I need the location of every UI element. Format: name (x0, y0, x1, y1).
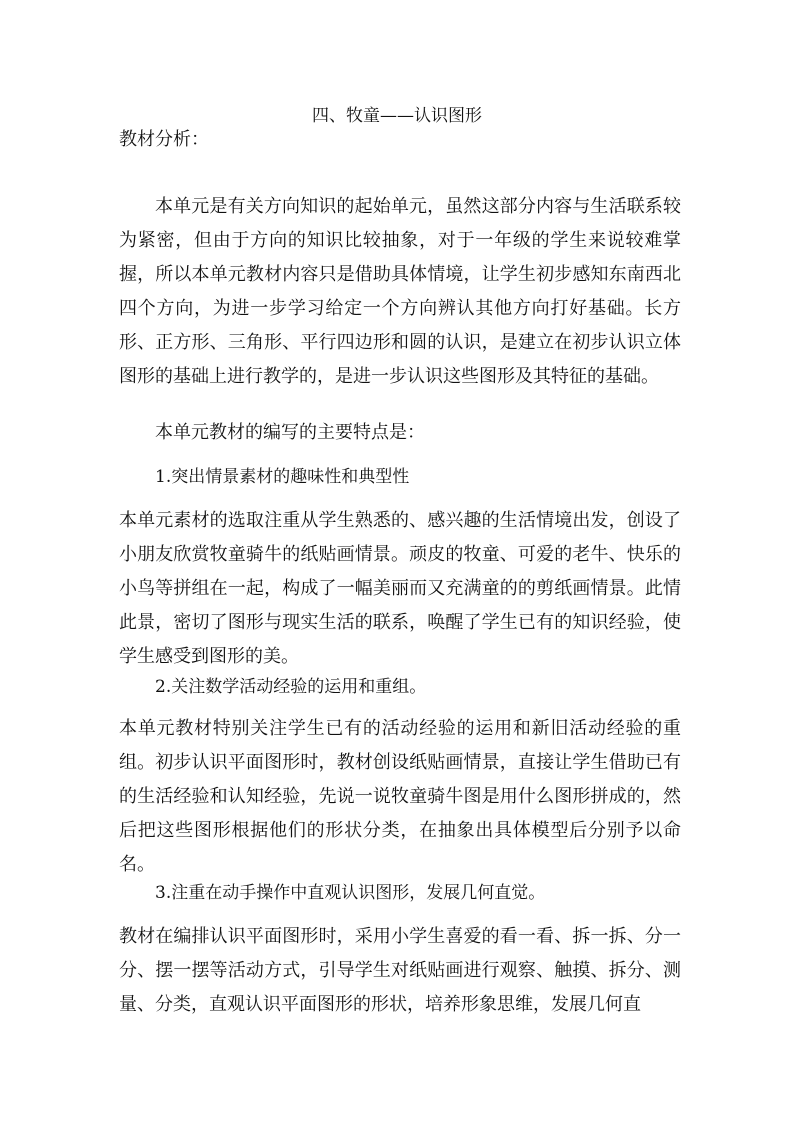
point3-body: 教材在编排认识平面图形时，采用小学生喜爱的看一看、拆一拆、分一分、摆一摆等活动方式，引导学生对纸贴画进行观察、触摸、拆分、测量、分类，直观认识平面图形的形状，培养形象思维，发展几何直 (119, 926, 681, 1015)
point3-title: 3.注重在动手操作中直观认识图形，发展几何直觉。 (155, 883, 546, 903)
point2-title: 2.关注数学活动经验的运用和重组。 (155, 677, 427, 697)
point2-body: 本单元教材特别关注学生已有的活动经验的运用和新旧活动经验的重组。初步认识平面图形时，教材创设纸贴画情景，直接让学生借助已有的生活经验和认知经验，先说一说牧童骑牛图是用什么图形拼成的，然后把这些图形根据他们的形状分类，在抽象出具体模型后分别予以命名。 (119, 718, 681, 875)
document-title: 四、牧童——认识图形 (312, 106, 482, 126)
paragraph-features-intro: 本单元教材的编写的主要特点是： (155, 422, 425, 443)
point1-title: 1.突出情景素材的趣味性和典型性 (155, 467, 410, 487)
paragraph-intro: 本单元是有关方向知识的起始单元，虽然这部分内容与生活联系较为紧密，但由于方向的知识比较抽象，对于一年级的学生来说较难掌握，所以本单元教材内容只是借助具体情境，让学生初步感知东南西北四个方向，为进一步学习给定一个方向辨认其他方向打好基础。长方形、正方形、三角形、平行四边形和圆的认识，是建立在初步认识立体图形的基础上进行教学的，是进一步认识这些图形及其特征的基础。 (119, 196, 681, 387)
point1-body: 本单元素材的选取注重从学生熟悉的、感兴趣的生活情境出发，创设了小朋友欣赏牧童骑牛的纸贴画情景。顽皮的牧童、可爱的老牛、快乐的小鸟等拼组在一起，构成了一幅美丽而又充满童的的剪纸画情景。此情此景，密切了图形与现实生活的联系，唤醒了学生已有的知识经验，使学生感受到图形的美。 (119, 510, 681, 667)
section-label: 教材分析： (119, 129, 209, 150)
